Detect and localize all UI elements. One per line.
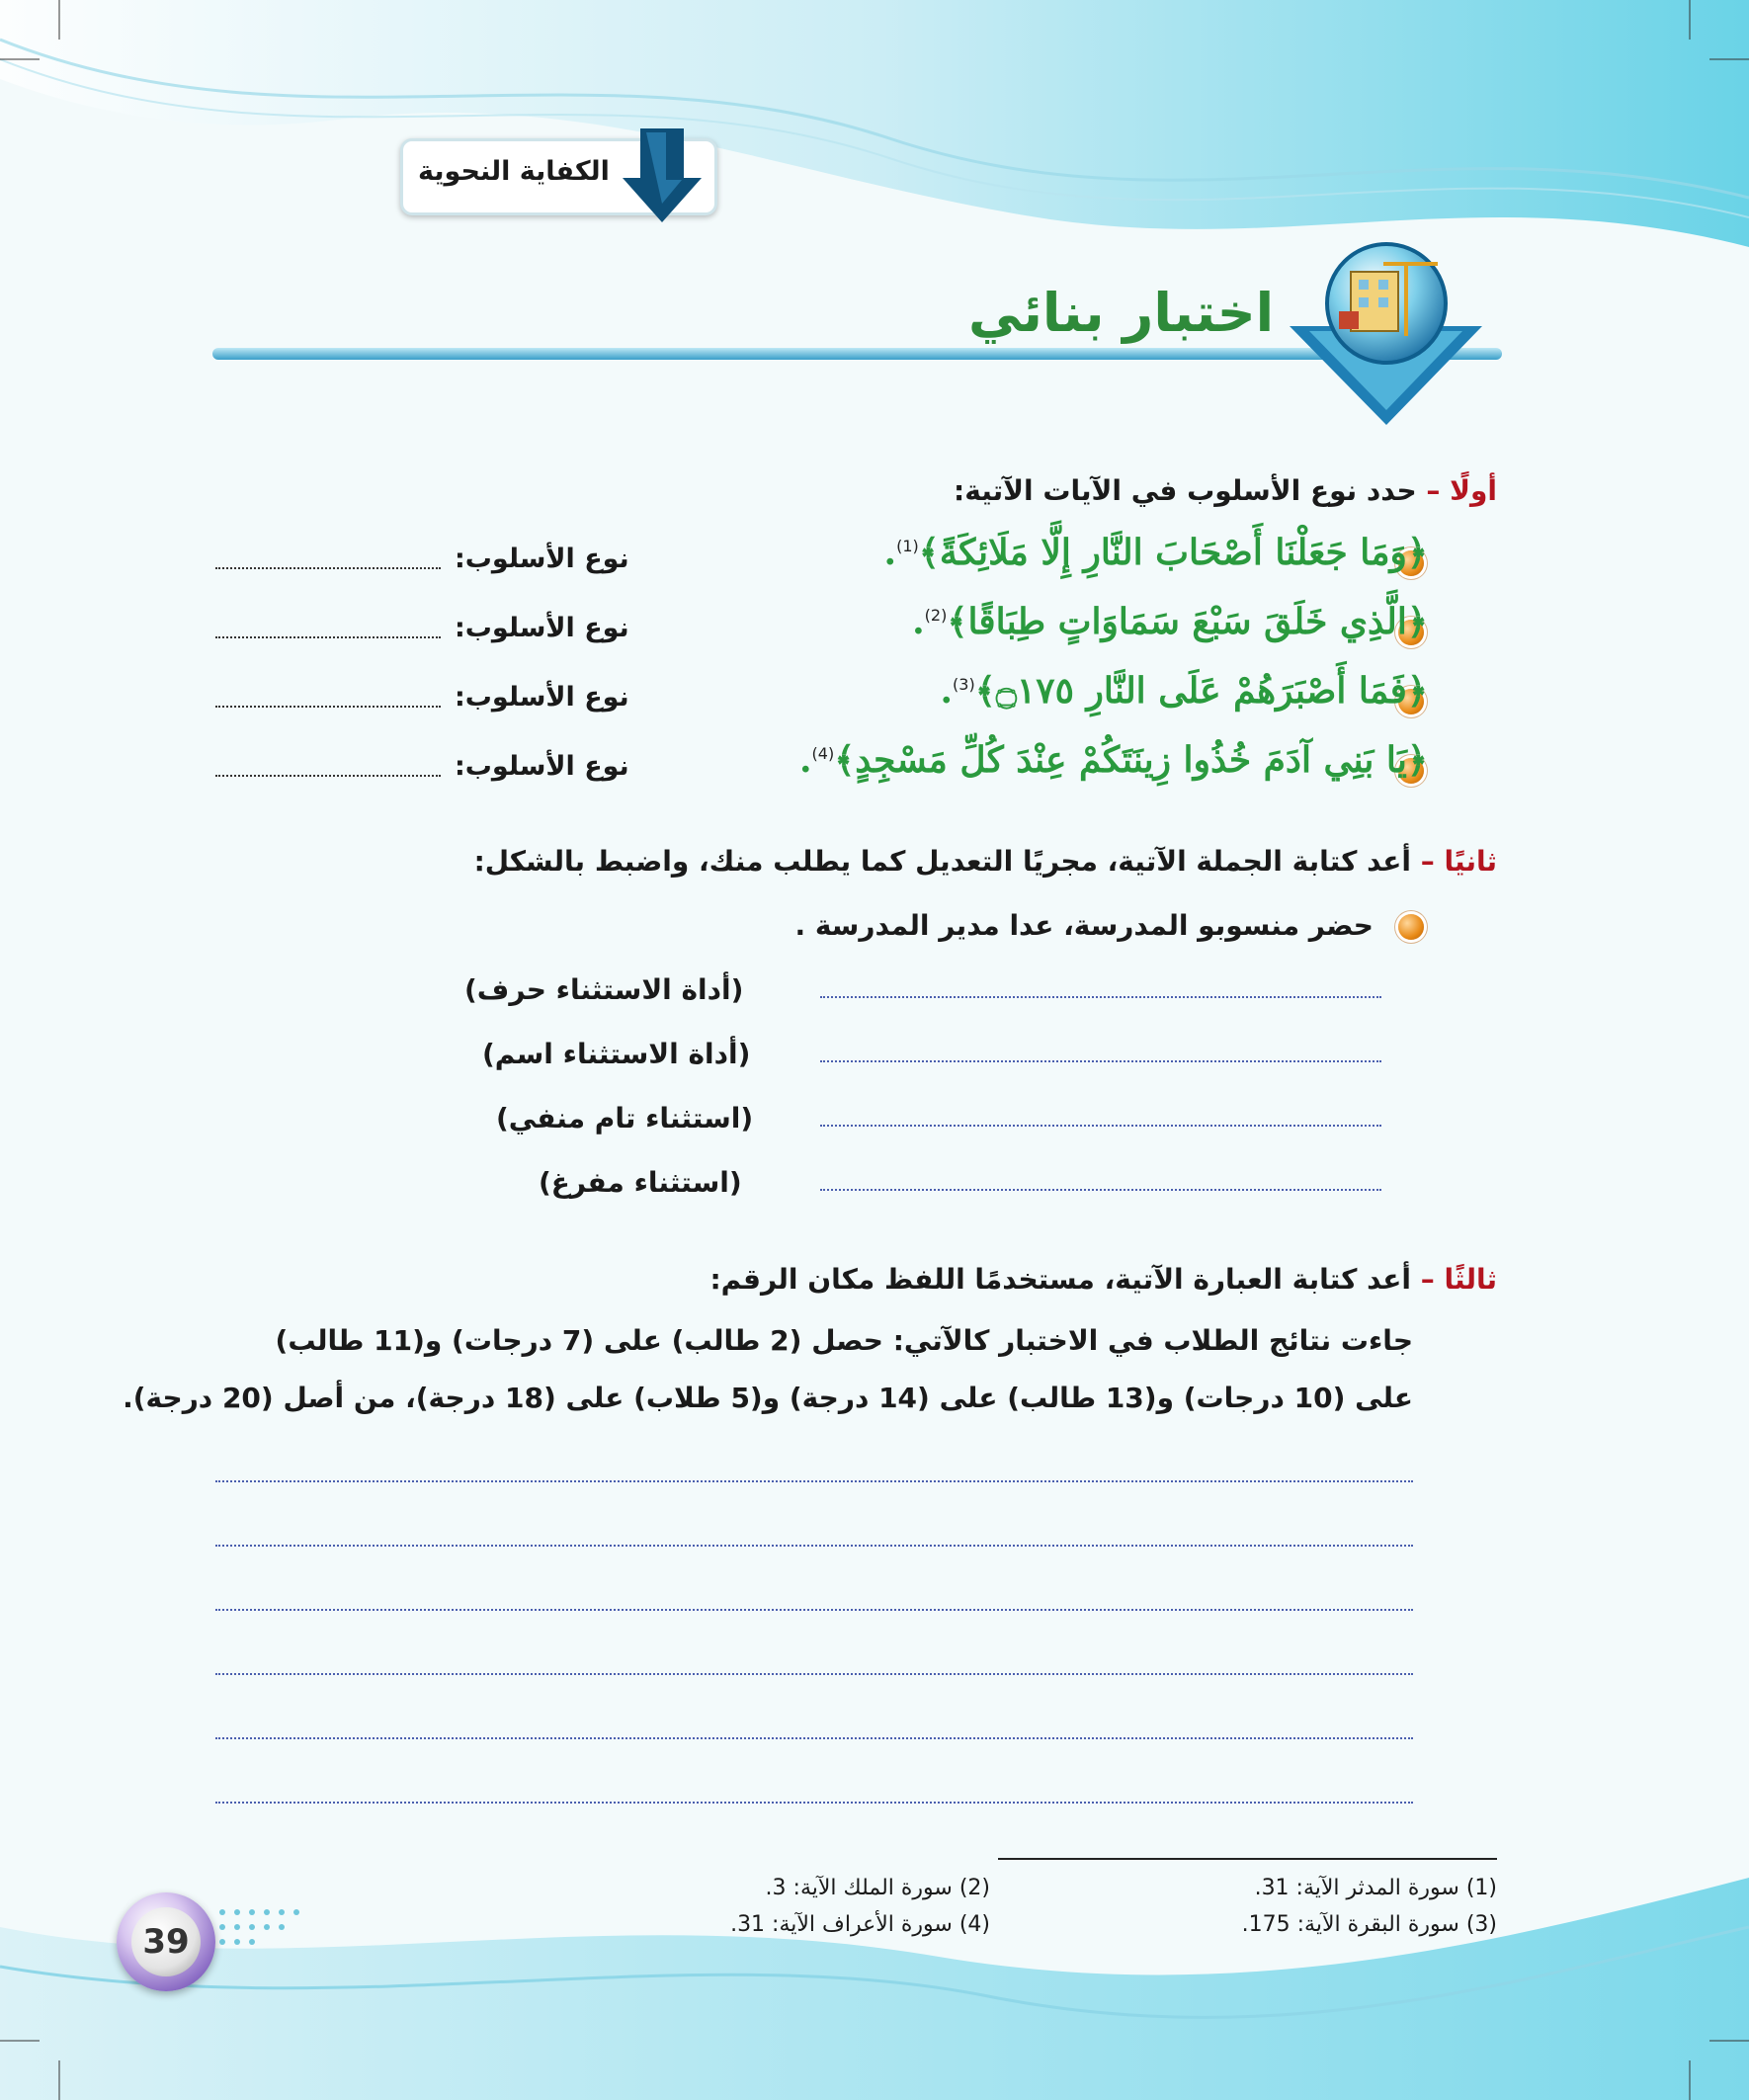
section3-label: ثالثًا – bbox=[1420, 1263, 1497, 1296]
down-arrow-icon bbox=[623, 128, 702, 222]
section-tab-label: الكفاية النحوية bbox=[418, 156, 610, 187]
page-title: اختبار بنائي bbox=[968, 282, 1275, 344]
verse-4: ﴿يَا بَنِي آدَمَ خُذُوا زِينَتَكُمْ عِنْدَ كُلِّ مَسْجِدٍ﴾$^{(4)}$. bbox=[798, 739, 1428, 781]
section2-label: ثانيًا – bbox=[1420, 845, 1497, 878]
section2-heading bbox=[474, 845, 1497, 878]
footnote-3: (3) سورة البقرة الآية: 175. bbox=[1241, 1912, 1497, 1937]
section1-label: أولًا – bbox=[1426, 474, 1497, 507]
section3-instruction: أعد كتابة العبارة الآتية، مستخدمًا اللفظ مكان الرقم: bbox=[709, 1263, 1412, 1296]
rewrite-blank-1[interactable] bbox=[820, 996, 1381, 998]
dots-decoration-icon bbox=[212, 1902, 331, 1962]
writing-line-2[interactable] bbox=[215, 1545, 1413, 1547]
results-line-2: على (10 درجات) و(13 طالب) على (14 درجة) و(5 طلاب) على (18 درجة)، من أصل (20 درجة). bbox=[123, 1382, 1413, 1414]
verse-1: ﴿وَمَا جَعَلْنَا أَصْحَابَ النَّارِ إِلَّا مَلَائِكَةً﴾$^{(1)}$. bbox=[883, 532, 1428, 573]
verse-3: ﴿فَمَا أَصْبَرَهُمْ عَلَى النَّارِ ۝١٧٥﴾$^{(3)}$. bbox=[940, 670, 1428, 712]
style-label-2: نوع الأسلوب: bbox=[455, 613, 629, 643]
footnote-1: (1) سورة المدثر الآية: 31. bbox=[1254, 1876, 1497, 1900]
footnote-rule bbox=[998, 1858, 1497, 1860]
rewrite-blank-3[interactable] bbox=[820, 1125, 1381, 1127]
results-line-1: جاءت نتائج الطلاب في الاختبار كالآتي: حصل (2 طالب) على (7 درجات) و(11 طالب) bbox=[275, 1324, 1413, 1357]
answer-blank-2[interactable] bbox=[215, 636, 441, 638]
section1-heading bbox=[954, 474, 1497, 507]
answer-blank-3[interactable] bbox=[215, 706, 441, 708]
writing-line-3[interactable] bbox=[215, 1609, 1413, 1611]
page-number: 39 bbox=[131, 1907, 201, 1976]
writing-line-5[interactable] bbox=[215, 1737, 1413, 1739]
style-label-3: نوع الأسلوب: bbox=[455, 682, 629, 713]
hint-2: (أداة الاستثناء اسم) bbox=[482, 1038, 751, 1070]
target-sentence: حضر منسوبو المدرسة، عدا مدير المدرسة . bbox=[794, 909, 1374, 942]
section1-instruction: حدد نوع الأسلوب في الآيات الآتية: bbox=[954, 474, 1417, 507]
answer-blank-1[interactable] bbox=[215, 567, 441, 569]
writing-line-6[interactable] bbox=[215, 1802, 1413, 1804]
writing-line-4[interactable] bbox=[215, 1673, 1413, 1675]
rewrite-blank-2[interactable] bbox=[820, 1060, 1381, 1062]
rewrite-blank-4[interactable] bbox=[820, 1189, 1381, 1191]
answer-blank-4[interactable] bbox=[215, 775, 441, 777]
style-label-4: نوع الأسلوب: bbox=[455, 751, 629, 782]
footnote-2: (2) سورة الملك الآية: 3. bbox=[765, 1876, 990, 1900]
hint-1: (أداة الاستثناء حرف) bbox=[464, 973, 744, 1006]
footnote-4: (4) سورة الأعراف الآية: 31. bbox=[730, 1912, 990, 1937]
building-emblem-icon bbox=[1290, 242, 1482, 425]
section2-instruction: أعد كتابة الجملة الآتية، مجريًا التعديل كما يطلب منك، واضبط بالشكل: bbox=[473, 845, 1412, 878]
section3-heading bbox=[709, 1263, 1497, 1296]
style-label-1: نوع الأسلوب: bbox=[455, 544, 629, 574]
hint-4: (استثناء مفرغ) bbox=[539, 1166, 742, 1199]
verse-2: ﴿الَّذِي خَلَقَ سَبْعَ سَمَاوَاتٍ طِبَاقًا﴾$^{(2)}$. bbox=[912, 601, 1428, 642]
bullet-icon bbox=[1398, 914, 1424, 940]
writing-line-1[interactable] bbox=[215, 1480, 1413, 1482]
hint-3: (استثناء تام منفي) bbox=[496, 1102, 754, 1134]
